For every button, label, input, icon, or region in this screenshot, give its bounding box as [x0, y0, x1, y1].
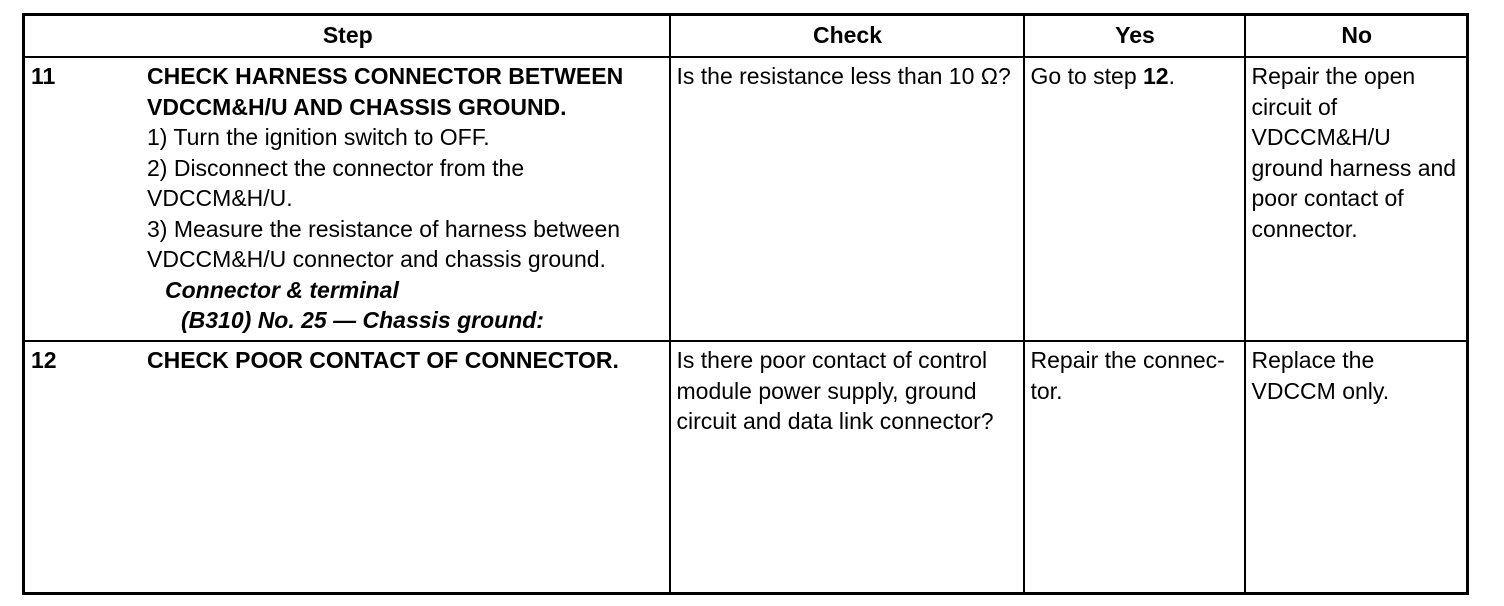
- step-cell: [24, 341, 670, 594]
- no-cell: Repair the open circuit of VDCCM&H/U ground harness and poor contact of connector.: [1245, 57, 1468, 341]
- yes-prefix: Go to step: [1030, 63, 1144, 89]
- step-number: 12: [31, 347, 57, 373]
- spec-label: Connector & terminal: [165, 276, 399, 303]
- step-title: CHECK HARNESS CONNECTOR BETWEEN VDCCM&H/U AND CHASSIS GROUND.: [147, 63, 624, 120]
- yes-cell: Repair the connec-tor.: [1024, 341, 1245, 594]
- yes-cell: [1024, 57, 1245, 341]
- yes-suffix: .: [1168, 63, 1175, 89]
- step-number: 11: [31, 63, 56, 89]
- substep-1: 1) Turn the ignition switch to OFF.: [147, 124, 490, 150]
- header-check: Check: [670, 15, 1024, 58]
- table-row-step-11: [24, 57, 1468, 341]
- step-cell: [24, 57, 670, 341]
- header-yes: Yes: [1024, 15, 1245, 58]
- check-cell: Is there poor contact of control module power supply, ground circuit and data link connector?: [670, 341, 1024, 594]
- step-title: CHECK POOR CONTACT OF CONNECTOR.: [147, 347, 619, 373]
- header-step: Step: [24, 15, 670, 58]
- diagnostic-table: [22, 13, 1469, 595]
- header-row: [24, 15, 1468, 58]
- spec-value: (B310) No. 25 — Chassis ground:: [181, 307, 544, 333]
- table-row-step-12: [24, 341, 1468, 594]
- substep-3: 3) Measure the resistance of harness between VDCCM&H/U connector and chassis ground.: [147, 215, 621, 272]
- yes-step-link: 12: [1143, 63, 1169, 89]
- no-cell: Replace the VDCCM only.: [1245, 341, 1468, 594]
- check-cell: Is the resistance less than 10 Ω?: [670, 57, 1024, 341]
- substep-2: 2) Disconnect the connector from the VDCCM&H/U.: [147, 154, 525, 211]
- header-no: No: [1245, 15, 1468, 58]
